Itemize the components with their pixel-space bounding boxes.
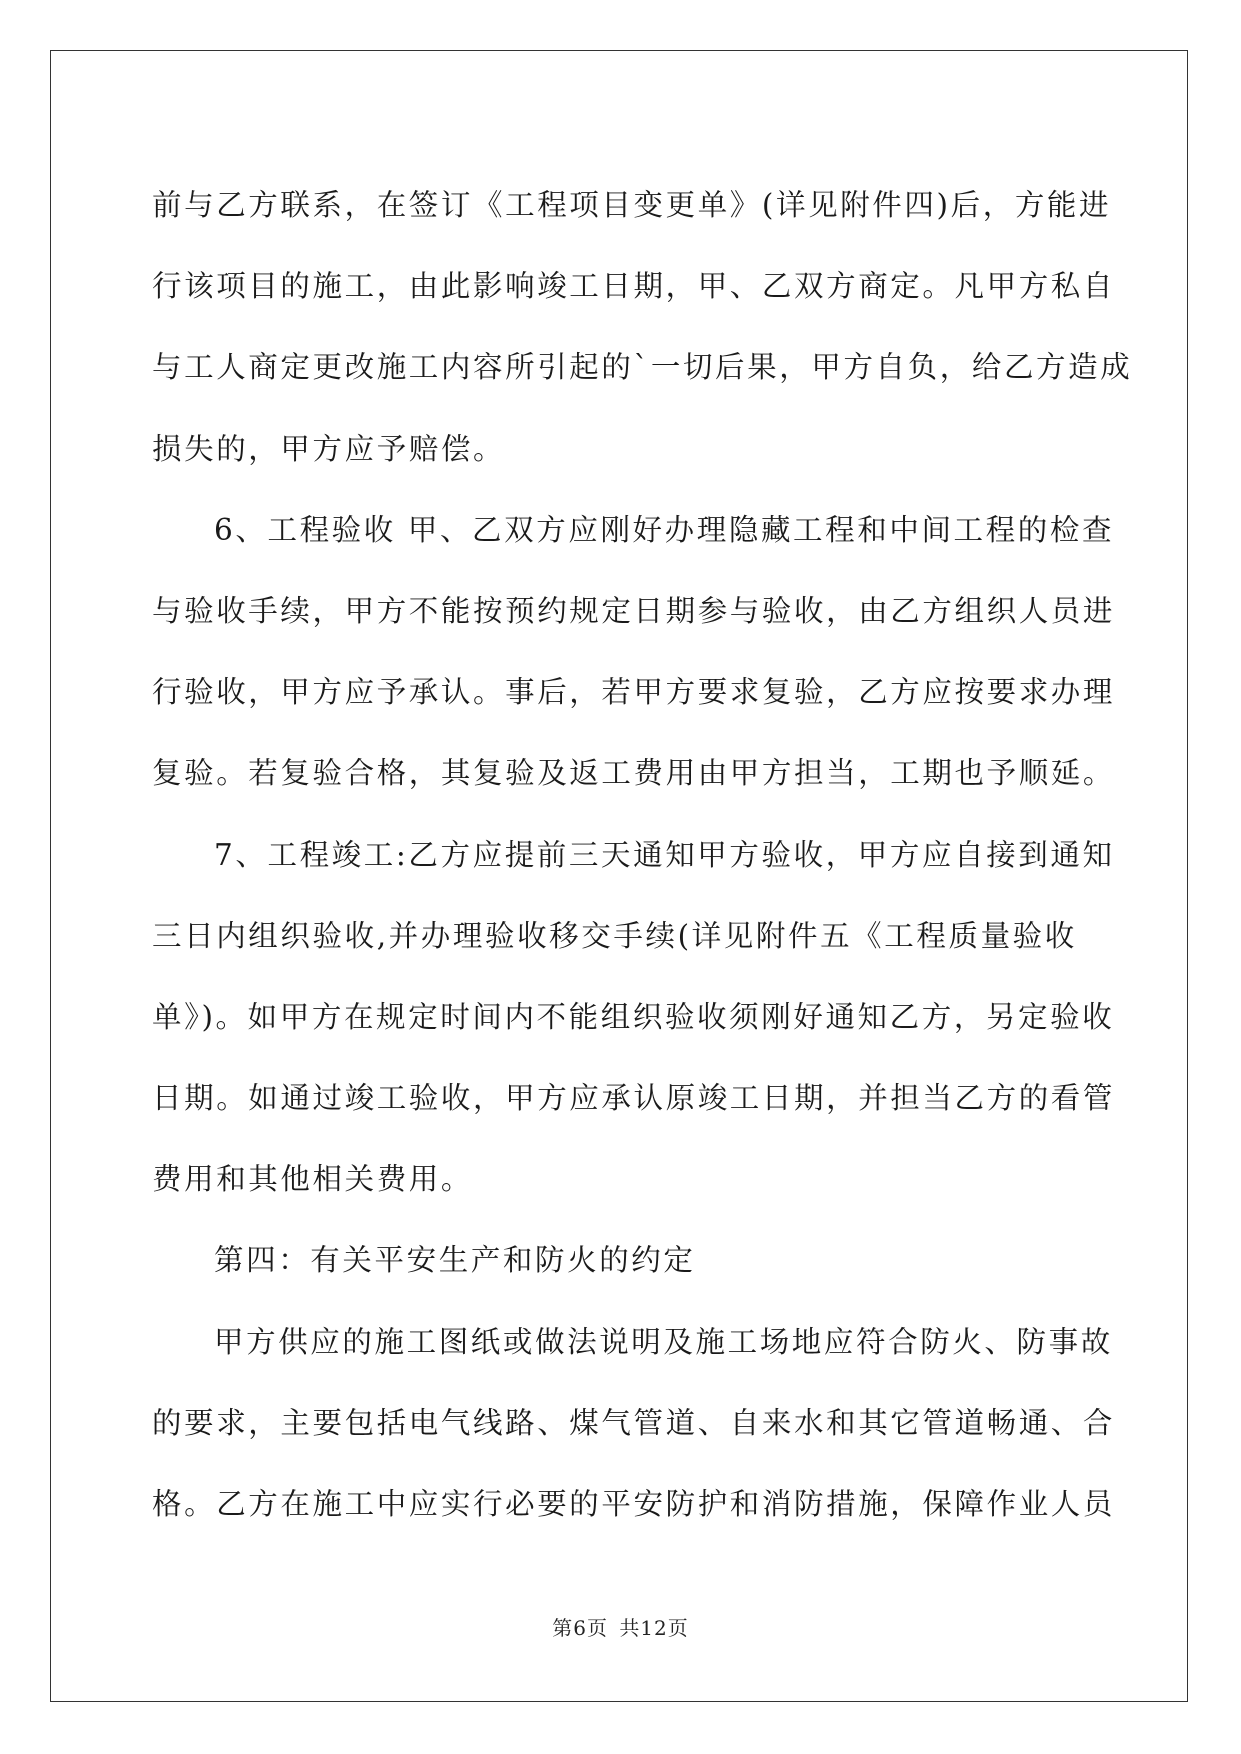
text-line: 第四：有关平安生产和防火的约定 — [214, 1243, 696, 1278]
text-line: 损失的，甲方应予赔偿。 — [152, 431, 506, 466]
section-heading — [152, 1220, 1088, 1301]
paragraph — [152, 815, 1116, 1221]
text-line: 行该项目的施工，由此影响竣工日期，甲、乙双方商定。凡甲方私自 — [152, 269, 1116, 304]
text-line: 甲方供应的施工图纸或做法说明及施工场地应符合防火、防事故 — [214, 1324, 1113, 1359]
paragraph — [152, 165, 1133, 490]
paragraph — [152, 490, 1116, 815]
paragraph — [152, 1302, 1116, 1546]
text-line: 前与乙方联系，在签订《工程项目变更单》(详见附件四)后，方能进 — [152, 188, 1112, 222]
text-line: 的要求，主要包括电气线路、煤气管道、自来水和其它管道畅通、合 — [152, 1405, 1116, 1440]
text-line: 与验收手续，甲方不能按预约规定日期参与验收，由乙方组织人员进 — [152, 593, 1116, 628]
text-line: 费用和其他相关费用。 — [152, 1162, 474, 1197]
text-line: 与工人商定更改施工内容所引起的`一切后果，甲方自负，给乙方造成 — [152, 350, 1133, 385]
text-line: 行验收，甲方应予承认。事后，若甲方要求复验，乙方应按要求办理 — [152, 675, 1116, 710]
text-line: 7、工程竣工:乙方应提前三天通知甲方验收，甲方应自接到通知 — [214, 837, 1115, 872]
text-line: 复验。若复验合格，其复验及返工费用由甲方担当，工期也予顺延。 — [152, 756, 1116, 791]
page-total: 共12页 — [619, 1616, 689, 1640]
page-number: 第6页 — [552, 1616, 608, 1640]
text-line: 日期。如通过竣工验收，甲方应承认原竣工日期，并担当乙方的看管 — [152, 1081, 1116, 1116]
page-footer — [0, 1612, 1241, 1641]
text-line: 格。乙方在施工中应实行必要的平安防护和消防措施，保障作业人员 — [152, 1487, 1116, 1521]
text-line: 单》)。如甲方在规定时间内不能组织验收须刚好通知乙方，另定验收 — [152, 999, 1115, 1034]
text-line: 6、工程验收 甲、乙双方应刚好办理隐藏工程和中间工程的检查 — [214, 512, 1115, 547]
document-body — [152, 165, 1133, 1545]
text-line: 三日内组织验收,并办理验收移交手续(详见附件五《工程质量验收 — [152, 918, 1077, 953]
